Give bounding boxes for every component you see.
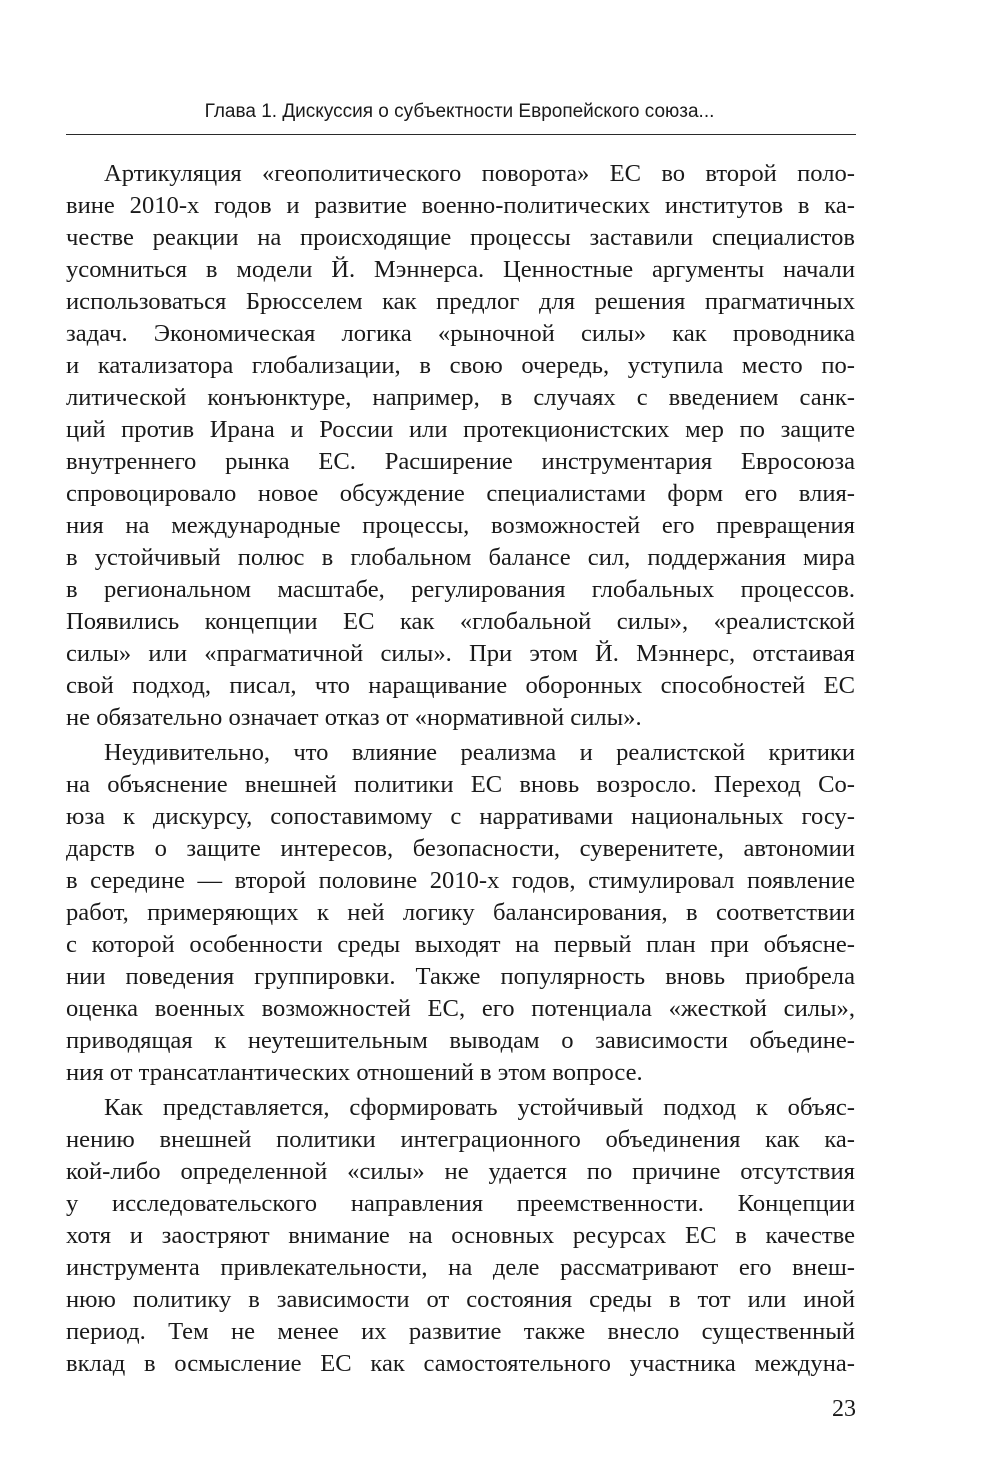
text-line: усомниться в модели Й. Мэннерса. Ценностные аргументы начали (66, 256, 855, 283)
text-line: дарств о защите интересов, безопасности, суверенитете, автономии (66, 835, 855, 862)
paragraph (66, 158, 855, 734)
text-line: в середине — второй половине 2010-х годов, стимулировал появление (66, 867, 855, 894)
text-line: с которой особенности среды выходят на первый план при объясне- (66, 931, 855, 958)
text-line: ния от трансатлантических отношений в этом вопросе. (66, 1059, 643, 1086)
header-rule (66, 134, 856, 135)
text-line: свой подход, писал, что наращивание оборонных способностей ЕС (66, 672, 855, 699)
page-number: 23 (832, 1396, 856, 1422)
text-line: Артикуляция «геополитического поворота» ЕС во второй поло- (104, 160, 855, 187)
text-line: юза к дискурсу, сопоставимому с нарративами национальных госу- (66, 803, 855, 830)
text-line: Появились концепции ЕС как «глобальной силы», «реалистской (66, 608, 855, 635)
text-line: Как представляется, сформировать устойчивый подход к объяс- (104, 1094, 855, 1121)
text-line: задач. Экономическая логика «рыночной силы» как проводника (66, 320, 855, 347)
text-line: кой-либо определенной «силы» не удается по причине отсутствия (66, 1158, 855, 1185)
text-line: работ, примеряющих к ней логику балансирования, в соответствии (66, 899, 855, 926)
text-line: вклад в осмысление ЕС как самостоятельного участника междуна- (66, 1350, 855, 1377)
text-line: и катализатора глобализации, в свою очередь, уступила место по- (66, 352, 855, 379)
text-line: инструмента привлекательности, на деле рассматривают его внеш- (66, 1254, 855, 1281)
text-line: нюю политику в зависимости от состояния среды в тот или иной (66, 1286, 855, 1313)
text-line: внутреннего рынка ЕС. Расширение инструментария Евросоюза (66, 448, 855, 475)
text-line: в устойчивый полюс в глобальном балансе сил, поддержания мира (66, 544, 855, 571)
text-line: нению внешней политики интеграционного объединения как ка- (66, 1126, 855, 1153)
text-line: вине 2010-х годов и развитие военно-политических институтов в ка- (66, 192, 855, 219)
text-line: Неудивительно, что влияние реализма и реалистской критики (104, 739, 855, 766)
text-line: спровоцировало новое обсуждение специалистами форм его влия- (66, 480, 855, 507)
text-line: приводящая к неутешительным выводам о зависимости объедине- (66, 1027, 855, 1054)
text-line: ций против Ирана и России или протекционистских мер по защите (66, 416, 855, 443)
text-line: период. Тем не менее их развитие также внесло существенный (66, 1318, 855, 1345)
text-line: в региональном масштабе, регулирования глобальных процессов. (66, 576, 855, 603)
text-line: не обязательно означает отказ от «нормативной силы». (66, 704, 642, 731)
text-line: на объяснение внешней политики ЕС вновь возросло. Переход Со- (66, 771, 855, 798)
text-line: у исследовательского направления преемственности. Концепции (66, 1190, 855, 1217)
text-line: хотя и заостряют внимание на основных ресурсах ЕС в качестве (66, 1222, 855, 1249)
text-line: оценка военных возможностей ЕС, его потенциала «жесткой силы», (66, 995, 855, 1022)
text-line: использоваться Брюсселем как предлог для решения прагматичных (66, 288, 855, 315)
text-line: честве реакции на происходящие процессы заставили специалистов (66, 224, 855, 251)
text-line: ния на международные процессы, возможностей его превращения (66, 512, 855, 539)
paragraph (66, 737, 855, 1089)
paragraph (66, 1092, 855, 1380)
body-text (66, 158, 855, 1380)
text-line: силы» или «прагматичной силы». При этом Й. Мэннерс, отстаивая (66, 640, 855, 667)
running-header: Глава 1. Дискуссия о субъектности Европейского союза... (204, 101, 715, 122)
text-line: нии поведения группировки. Также популярность вновь приобрела (66, 963, 855, 990)
text-line: литической конъюнктуре, например, в случаях с введением санк- (66, 384, 855, 411)
